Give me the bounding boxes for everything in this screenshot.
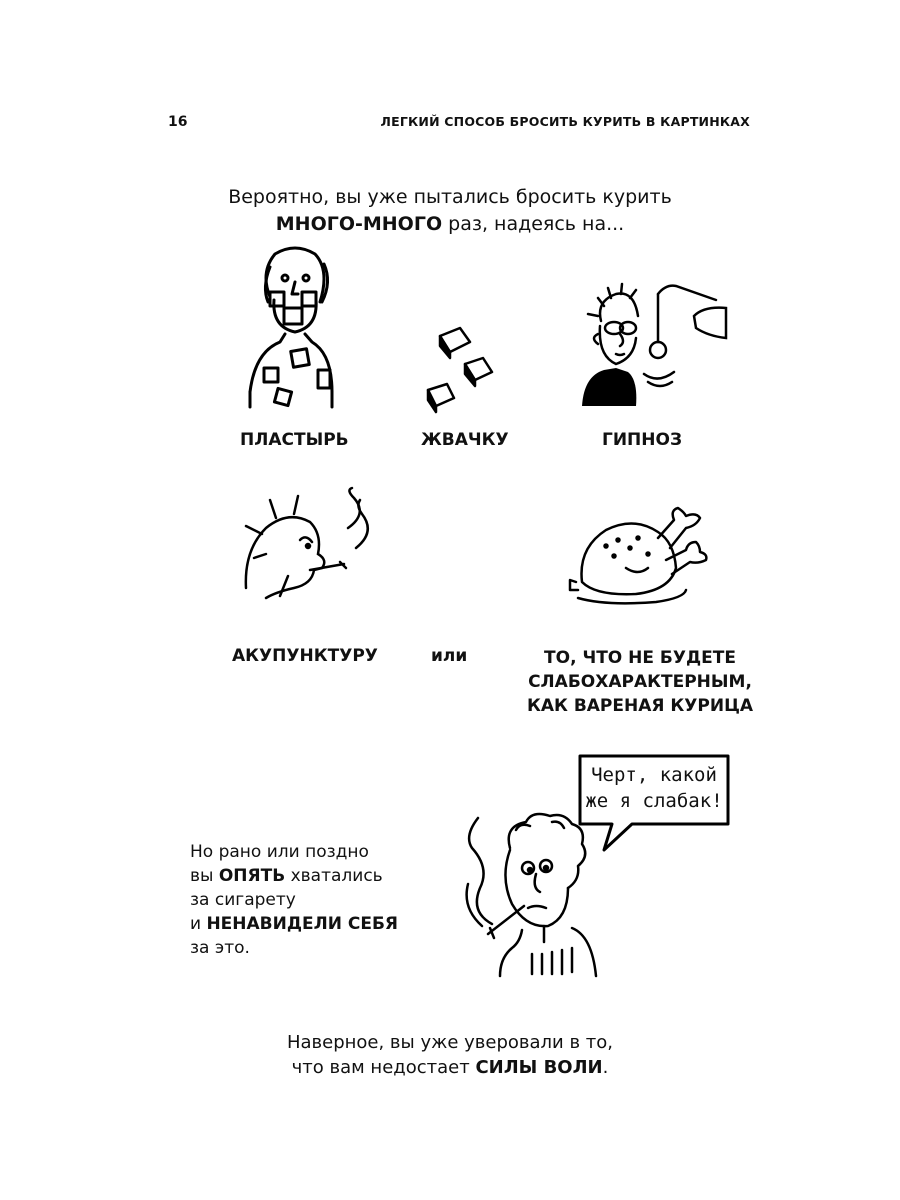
outro-text xyxy=(0,1030,900,1080)
acupuncture-illustration xyxy=(236,488,376,603)
label-chicken-line-3: КАК ВАРЕНАЯ КУРИЦА xyxy=(526,696,754,716)
speech-bubble-line-2: же я слабак! xyxy=(585,790,723,812)
patch-person-illustration xyxy=(240,242,340,412)
side-emphasis-hated: НЕНАВИДЕЛИ СЕБЯ xyxy=(206,914,399,934)
side-line-5: за это. xyxy=(190,938,250,958)
side-line-3: за сигарету xyxy=(190,890,296,910)
label-or: или xyxy=(431,646,468,666)
label-acupuncture: АКУПУНКТУРУ xyxy=(232,646,378,666)
running-title: ЛЕГКИЙ СПОСОБ БРОСИТЬ КУРИТЬ В КАРТИНКАХ xyxy=(380,114,750,129)
label-chicken-line-1: ТО, ЧТО НЕ БУДЕТЕ xyxy=(544,648,736,668)
intro-line-2-rest: раз, надеясь на... xyxy=(442,213,625,235)
intro-emphasis: МНОГО-МНОГО xyxy=(275,213,443,235)
side-line-1: Но рано или поздно xyxy=(190,842,369,862)
page-number: 16 xyxy=(168,114,188,130)
label-chicken xyxy=(520,646,760,718)
label-hypnosis: ГИПНОЗ xyxy=(602,430,683,450)
outro-line-2-post: . xyxy=(602,1057,609,1078)
label-gum: ЖВАЧКУ xyxy=(421,430,509,450)
smoker-illustration xyxy=(460,808,610,978)
side-line-2-pre: вы xyxy=(190,866,219,886)
label-patch: ПЛАСТЫРЬ xyxy=(240,430,349,450)
side-line-2 xyxy=(190,864,398,888)
side-line-2-post: хватались xyxy=(285,866,383,886)
intro-line-2 xyxy=(0,211,900,238)
side-text xyxy=(190,840,398,960)
label-chicken-line-2: СЛАБОХАРАКТЕРНЫМ, xyxy=(528,672,752,692)
outro-line-2-pre: что вам недостает xyxy=(291,1057,476,1078)
outro-emphasis: СИЛЫ ВОЛИ xyxy=(475,1057,603,1078)
intro-line-1: Вероятно, вы уже пытались бросить курить xyxy=(228,186,672,208)
outro-line-2 xyxy=(0,1055,900,1080)
side-line-4 xyxy=(190,912,398,936)
outro-line-1: Наверное, вы уже уверовали в то, xyxy=(286,1032,614,1053)
side-line-4-pre: и xyxy=(190,914,207,934)
gum-illustration xyxy=(420,324,500,414)
chicken-illustration xyxy=(566,498,726,608)
hypnosis-illustration xyxy=(576,276,736,411)
intro-text xyxy=(0,184,900,238)
speech-bubble-text xyxy=(584,762,724,814)
side-emphasis-again: ОПЯТЬ xyxy=(218,866,286,886)
speech-bubble-line-1: Черт, какой xyxy=(591,764,717,786)
